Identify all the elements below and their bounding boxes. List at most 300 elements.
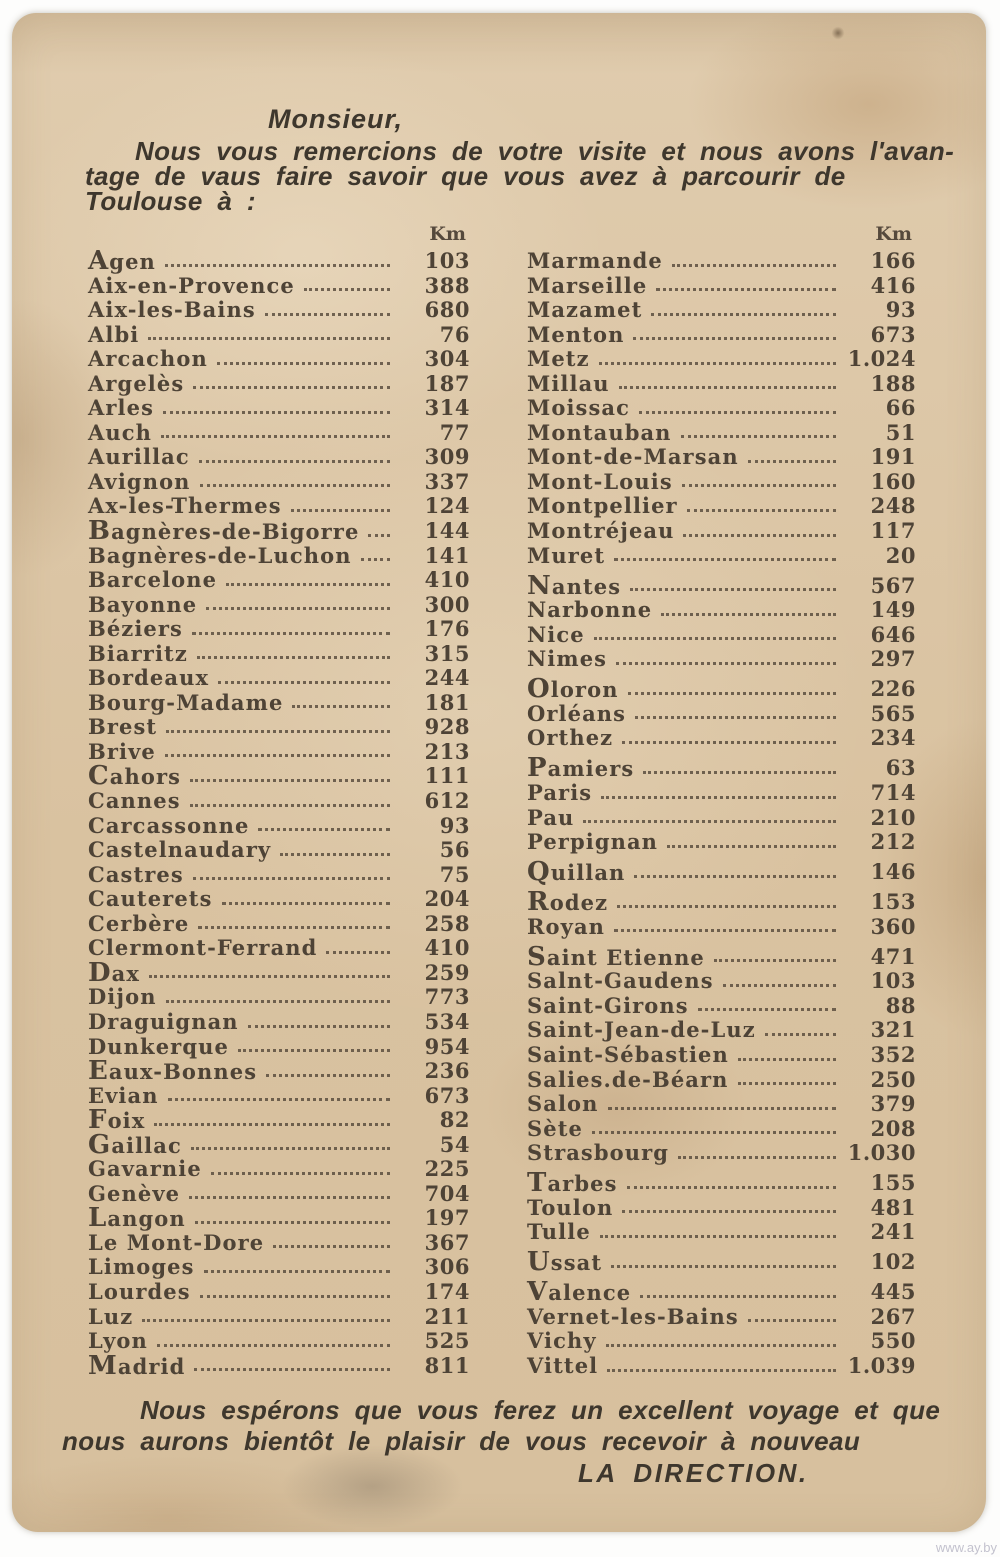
distance-row: [527, 1305, 916, 1330]
dot-leader: [222, 902, 391, 905]
distance-km: 481: [870, 1194, 916, 1220]
dot-leader: [206, 607, 390, 610]
city-name: Marseille: [527, 272, 648, 298]
dot-leader: [614, 558, 836, 561]
dot-leader: [748, 460, 836, 463]
dot-leader: [226, 583, 390, 586]
distance-row: [88, 1305, 470, 1330]
distance-km: 1.039: [847, 1353, 916, 1379]
distance-km: 197: [424, 1205, 470, 1231]
dot-leader: [634, 875, 836, 878]
city-name: Madrid: [88, 1350, 186, 1381]
distance-km: 236: [424, 1058, 470, 1084]
dot-leader: [651, 313, 836, 316]
dot-leader: [195, 1221, 390, 1224]
distance-row: [527, 1168, 916, 1199]
city-name: Salies.de-Béarn: [527, 1066, 729, 1092]
city-name: Dijon: [88, 984, 157, 1010]
distance-row: [527, 753, 916, 784]
dot-leader: [190, 804, 390, 807]
dot-leader: [191, 1147, 390, 1150]
dot-leader: [190, 779, 390, 782]
distance-row: [527, 544, 916, 569]
city-name: Montréjeau: [527, 518, 675, 544]
distance-row: [88, 1084, 470, 1109]
dot-leader: [165, 264, 390, 267]
distance-table: [88, 246, 916, 1381]
distance-row: [88, 985, 470, 1010]
distance-km: 309: [424, 444, 470, 470]
distance-row: [88, 372, 470, 397]
dot-leader: [622, 741, 836, 744]
distance-row: [88, 593, 470, 618]
city-name: Montpellier: [527, 493, 678, 519]
dot-leader: [687, 509, 836, 512]
dot-leader: [617, 905, 836, 908]
dot-leader: [627, 1186, 837, 1189]
distance-row: [88, 421, 470, 446]
distance-km: 210: [870, 804, 916, 830]
city-name: Valence: [527, 1277, 632, 1308]
distance-row: [527, 1068, 916, 1093]
city-name: Agen: [88, 246, 156, 276]
distance-km: 321: [870, 1017, 916, 1043]
distance-km: 208: [870, 1115, 916, 1141]
distance-km: 117: [870, 518, 916, 544]
distance-row: [527, 421, 916, 446]
city-name: Rodez: [527, 887, 609, 918]
dot-leader: [142, 1319, 390, 1322]
dot-leader: [592, 1131, 836, 1134]
distance-km: 124: [424, 493, 470, 519]
card-header: [12, 105, 986, 214]
distance-row: [88, 617, 470, 642]
city-name: Nice: [527, 621, 585, 647]
city-name: Mont-Louis: [527, 468, 673, 494]
city-name: Ax-les-Thermes: [88, 493, 282, 519]
dot-leader: [157, 1344, 390, 1347]
distance-km: 300: [424, 591, 470, 617]
distance-card: [12, 13, 986, 1532]
distance-row: [527, 598, 916, 623]
dot-leader: [218, 681, 390, 684]
dot-leader: [682, 484, 836, 487]
city-name: Cerbère: [88, 910, 190, 936]
dot-leader: [265, 313, 390, 316]
city-name: Evian: [88, 1082, 159, 1108]
distances-left-column: [88, 246, 470, 1381]
card-footer: [12, 1395, 986, 1489]
city-name: Eaux-Bonnes: [88, 1056, 258, 1087]
distance-km: 267: [870, 1303, 916, 1329]
distance-row: [527, 781, 916, 806]
distance-km: 75: [439, 861, 470, 887]
city-name: Saint-Jean-de-Luz: [527, 1017, 756, 1043]
city-name: Tarbes: [527, 1168, 618, 1199]
distance-km: 954: [424, 1033, 470, 1059]
dot-leader: [161, 435, 390, 438]
dot-leader: [200, 484, 390, 487]
distance-row: [88, 666, 470, 691]
distance-km: 93: [885, 297, 916, 323]
city-name: Genève: [88, 1180, 181, 1206]
dot-leader: [606, 1344, 836, 1347]
distance-km: 160: [870, 468, 916, 494]
distance-row: [527, 494, 916, 519]
distance-row: [527, 994, 916, 1019]
footer-message-line-1: Nous espérons que vous ferez un excellent voyage et que: [140, 1394, 941, 1425]
distance-row: [88, 1231, 470, 1256]
distance-row: [527, 396, 916, 421]
dot-leader: [248, 1025, 390, 1028]
city-name: Saint-Sébastien: [527, 1041, 729, 1067]
dot-leader: [258, 828, 390, 831]
city-name: Vernet-les-Bains: [527, 1303, 739, 1329]
distance-row: [527, 887, 916, 918]
distance-km: 248: [870, 493, 916, 519]
dot-leader: [361, 558, 390, 561]
distance-row: [527, 1043, 916, 1068]
city-name: Lyon: [88, 1328, 148, 1354]
dot-leader: [599, 362, 836, 365]
signature: LA DIRECTION.: [578, 1457, 809, 1488]
distance-km: 174: [424, 1278, 470, 1304]
distance-row: [88, 912, 470, 937]
distance-km: 82: [439, 1107, 470, 1133]
distance-km: 103: [424, 248, 470, 273]
distance-km: 714: [870, 779, 916, 805]
distance-row: [527, 674, 916, 705]
city-name: Oloron: [527, 674, 619, 705]
dot-leader: [368, 534, 390, 537]
distance-km: 379: [870, 1091, 916, 1117]
dot-leader: [273, 1245, 390, 1248]
dot-leader: [291, 509, 390, 512]
dot-leader: [667, 845, 836, 848]
city-name: Royan: [527, 913, 606, 939]
footer-message-line-2: nous aurons bientôt le plaisir de vous recevoir à nouveau: [62, 1425, 861, 1456]
city-name: Albi: [88, 321, 140, 347]
distance-km: 144: [424, 518, 470, 544]
city-name: Quillan: [527, 857, 626, 888]
distance-row: [527, 1220, 916, 1245]
distance-row: [527, 1354, 916, 1379]
city-name: Auch: [88, 419, 153, 445]
distance-km: 410: [424, 567, 470, 593]
dot-leader: [723, 984, 836, 987]
city-name: Aix-en-Provence: [88, 272, 295, 298]
distance-row: [88, 1010, 470, 1035]
distance-km: 77: [439, 419, 470, 445]
city-name: Saint Etienne: [527, 941, 705, 972]
city-name: Tulle: [527, 1219, 591, 1245]
city-name: Bagnères-de-Bigorre: [88, 516, 360, 547]
distance-row: [527, 1277, 916, 1308]
city-name: Draguignan: [88, 1008, 239, 1034]
city-name: Nimes: [527, 646, 608, 672]
distance-km: 704: [424, 1180, 470, 1206]
distance-km: 187: [424, 370, 470, 396]
distance-row: [527, 519, 916, 544]
distance-km: 673: [424, 1082, 470, 1108]
distance-row: [88, 494, 470, 519]
km-header-right: Km: [875, 223, 912, 245]
distance-km: 811: [424, 1352, 470, 1378]
city-name: Le Mont-Dore: [88, 1229, 265, 1255]
distance-row: [527, 323, 916, 348]
dot-leader: [199, 460, 390, 463]
distance-km: 304: [424, 346, 470, 372]
distance-km: 56: [439, 837, 470, 863]
distance-row: [527, 830, 916, 855]
distance-km: 111: [424, 763, 470, 789]
distance-row: [88, 516, 470, 547]
distance-row: [88, 274, 470, 299]
city-name: Pau: [527, 804, 575, 830]
distance-km: 367: [424, 1229, 470, 1255]
city-name: Cauterets: [88, 886, 213, 912]
distance-row: [88, 1129, 470, 1160]
city-name: Vichy: [527, 1328, 597, 1354]
distance-km: 66: [885, 395, 916, 421]
dot-leader: [640, 1295, 836, 1298]
distance-km: 93: [439, 812, 470, 838]
dot-leader: [656, 288, 836, 291]
city-name: Castelnaudary: [88, 837, 272, 863]
distance-row: [88, 1056, 470, 1087]
distance-row: [88, 1350, 470, 1381]
distance-km: 315: [424, 640, 470, 666]
distance-km: 337: [424, 468, 470, 494]
dot-leader: [748, 1319, 836, 1322]
city-name: Orthez: [527, 725, 614, 751]
dot-leader: [678, 1156, 836, 1159]
distance-row: [527, 274, 916, 299]
distance-km: 550: [870, 1328, 916, 1354]
dot-leader: [611, 1265, 836, 1268]
distance-km: 166: [870, 248, 916, 273]
distance-row: [527, 726, 916, 751]
dot-leader: [193, 386, 390, 389]
city-name: Luz: [88, 1303, 134, 1329]
distance-row: [527, 347, 916, 372]
city-name: Biarritz: [88, 640, 188, 666]
distance-row: [527, 1092, 916, 1117]
dot-leader: [601, 796, 836, 799]
distance-km: 76: [439, 321, 470, 347]
dot-leader: [608, 1107, 836, 1110]
distance-row: [88, 246, 470, 276]
distance-km: 212: [870, 829, 916, 855]
city-name: Gavarnie: [88, 1156, 202, 1182]
distance-row: [88, 1157, 470, 1182]
city-name: Nantes: [527, 570, 622, 601]
distance-km: 352: [870, 1041, 916, 1067]
distance-km: 673: [870, 321, 916, 347]
dot-leader: [198, 926, 390, 929]
dot-leader: [765, 1033, 836, 1036]
city-name: Castres: [88, 861, 184, 887]
distance-km: 141: [424, 542, 470, 568]
distances-right-column: [527, 249, 916, 1379]
city-name: Aix-les-Bains: [88, 297, 256, 323]
distance-row: [88, 445, 470, 470]
distance-row: [527, 941, 916, 972]
distance-km: 388: [424, 272, 470, 298]
distance-km: 360: [870, 913, 916, 939]
distance-row: [527, 1018, 916, 1043]
city-name: Ussat: [527, 1247, 603, 1278]
dot-leader: [661, 613, 836, 616]
distance-km: 534: [424, 1008, 470, 1034]
city-name: Metz: [527, 346, 590, 372]
city-name: Foix: [88, 1105, 146, 1136]
dot-leader: [622, 1210, 836, 1213]
city-name: Aurillac: [88, 444, 190, 470]
dot-leader: [197, 656, 390, 659]
salutation-line: Monsieur,: [268, 104, 404, 134]
distance-row: [527, 445, 916, 470]
distance-row: [88, 1182, 470, 1207]
distance-km: 680: [424, 297, 470, 323]
distance-km: 297: [870, 646, 916, 672]
distance-row: [88, 347, 470, 372]
distance-row: [88, 936, 470, 961]
city-name: Arcachon: [88, 346, 208, 372]
dot-leader: [643, 771, 836, 774]
city-name: Avignon: [88, 468, 191, 494]
dot-leader: [628, 692, 836, 695]
distance-row: [88, 1280, 470, 1305]
distance-row: [527, 470, 916, 495]
distance-row: [527, 249, 916, 274]
distance-km: 244: [424, 665, 470, 691]
distance-row: [527, 702, 916, 727]
distance-row: [527, 1329, 916, 1354]
distance-row: [527, 1141, 916, 1166]
km-header-left: Km: [429, 223, 467, 245]
city-name: Limoges: [88, 1254, 195, 1280]
dot-leader: [738, 1082, 836, 1085]
distance-km: 241: [870, 1219, 916, 1245]
distance-row: [88, 1255, 470, 1280]
distance-km: 646: [870, 621, 916, 647]
city-name: Mont-de-Marsan: [527, 444, 739, 470]
dot-leader: [607, 1369, 836, 1372]
dot-leader: [672, 264, 836, 267]
distance-row: [527, 1196, 916, 1221]
distance-row: [88, 1105, 470, 1136]
distance-row: [527, 647, 916, 672]
distance-row: [88, 470, 470, 495]
dot-leader: [614, 929, 836, 932]
distance-km: 1.024: [847, 346, 916, 372]
watermark: www.ay.by: [935, 1540, 997, 1555]
city-name: Millau: [527, 370, 610, 396]
distance-km: 1.030: [847, 1140, 916, 1166]
distance-km: 213: [424, 738, 470, 764]
dot-leader: [192, 632, 390, 635]
distance-row: [88, 396, 470, 421]
city-name: Brive: [88, 738, 156, 764]
city-name: Vittel: [527, 1353, 599, 1379]
city-name: Perpignan: [527, 829, 659, 855]
distance-km: 149: [870, 597, 916, 623]
dot-leader: [326, 951, 390, 954]
distance-km: 102: [870, 1249, 916, 1275]
dot-leader: [217, 362, 390, 365]
distance-row: [88, 715, 470, 740]
dot-leader: [681, 435, 836, 438]
distance-km: 259: [424, 959, 470, 985]
city-name: Brest: [88, 714, 158, 740]
dot-leader: [211, 1172, 390, 1175]
city-name: Menton: [527, 321, 625, 347]
distance-row: [527, 570, 916, 601]
city-name: Dax: [88, 957, 140, 988]
city-name: Mazamet: [527, 297, 643, 323]
city-name: Paris: [527, 779, 593, 805]
distance-km: 258: [424, 910, 470, 936]
dot-leader: [189, 1196, 390, 1199]
distance-km: 155: [870, 1170, 916, 1196]
intro-line-2: tage de vaus faire savoir que vous avez à parcourir de: [85, 161, 846, 191]
distance-km: 146: [870, 859, 916, 885]
city-name: Strasbourg: [527, 1140, 670, 1166]
distance-km: 153: [870, 889, 916, 915]
dot-leader: [698, 1008, 836, 1011]
dot-leader: [635, 716, 836, 719]
city-name: Bourg-Madame: [88, 689, 284, 715]
distance-row: [88, 642, 470, 667]
distance-row: [88, 838, 470, 863]
city-name: Bordeaux: [88, 665, 210, 691]
city-name: Clermont-Ferrand: [88, 935, 318, 961]
distance-km: 225: [424, 1156, 470, 1182]
distance-km: 928: [424, 714, 470, 740]
distance-km: 63: [885, 755, 916, 781]
city-name: Bayonne: [88, 591, 198, 617]
city-name: Lourdes: [88, 1278, 191, 1304]
distance-km: 54: [439, 1131, 470, 1157]
distance-row: [527, 915, 916, 940]
distance-row: [527, 857, 916, 888]
city-name: Bagnères-de-Luchon: [88, 542, 352, 568]
dot-leader: [149, 975, 390, 978]
city-name: Sète: [527, 1115, 583, 1141]
distance-km: 525: [424, 1328, 470, 1354]
city-name: Salon: [527, 1091, 599, 1117]
city-name: Arles: [88, 395, 155, 421]
distance-km: 226: [870, 676, 916, 702]
city-name: Langon: [88, 1203, 186, 1234]
dot-leader: [714, 959, 836, 962]
dot-leader: [148, 337, 390, 340]
distance-km: 191: [870, 444, 916, 470]
dot-leader: [194, 1368, 390, 1371]
city-name: Barcelone: [88, 567, 218, 593]
dot-leader: [154, 1123, 390, 1126]
city-name: Gaillac: [88, 1129, 182, 1160]
dot-leader: [165, 754, 390, 757]
distance-km: 250: [870, 1066, 916, 1092]
distance-km: 211: [424, 1303, 470, 1329]
dot-leader: [600, 1235, 836, 1238]
dot-leader: [616, 662, 836, 665]
distance-row: [527, 1117, 916, 1142]
distance-row: [88, 957, 470, 988]
distance-row: [527, 969, 916, 994]
